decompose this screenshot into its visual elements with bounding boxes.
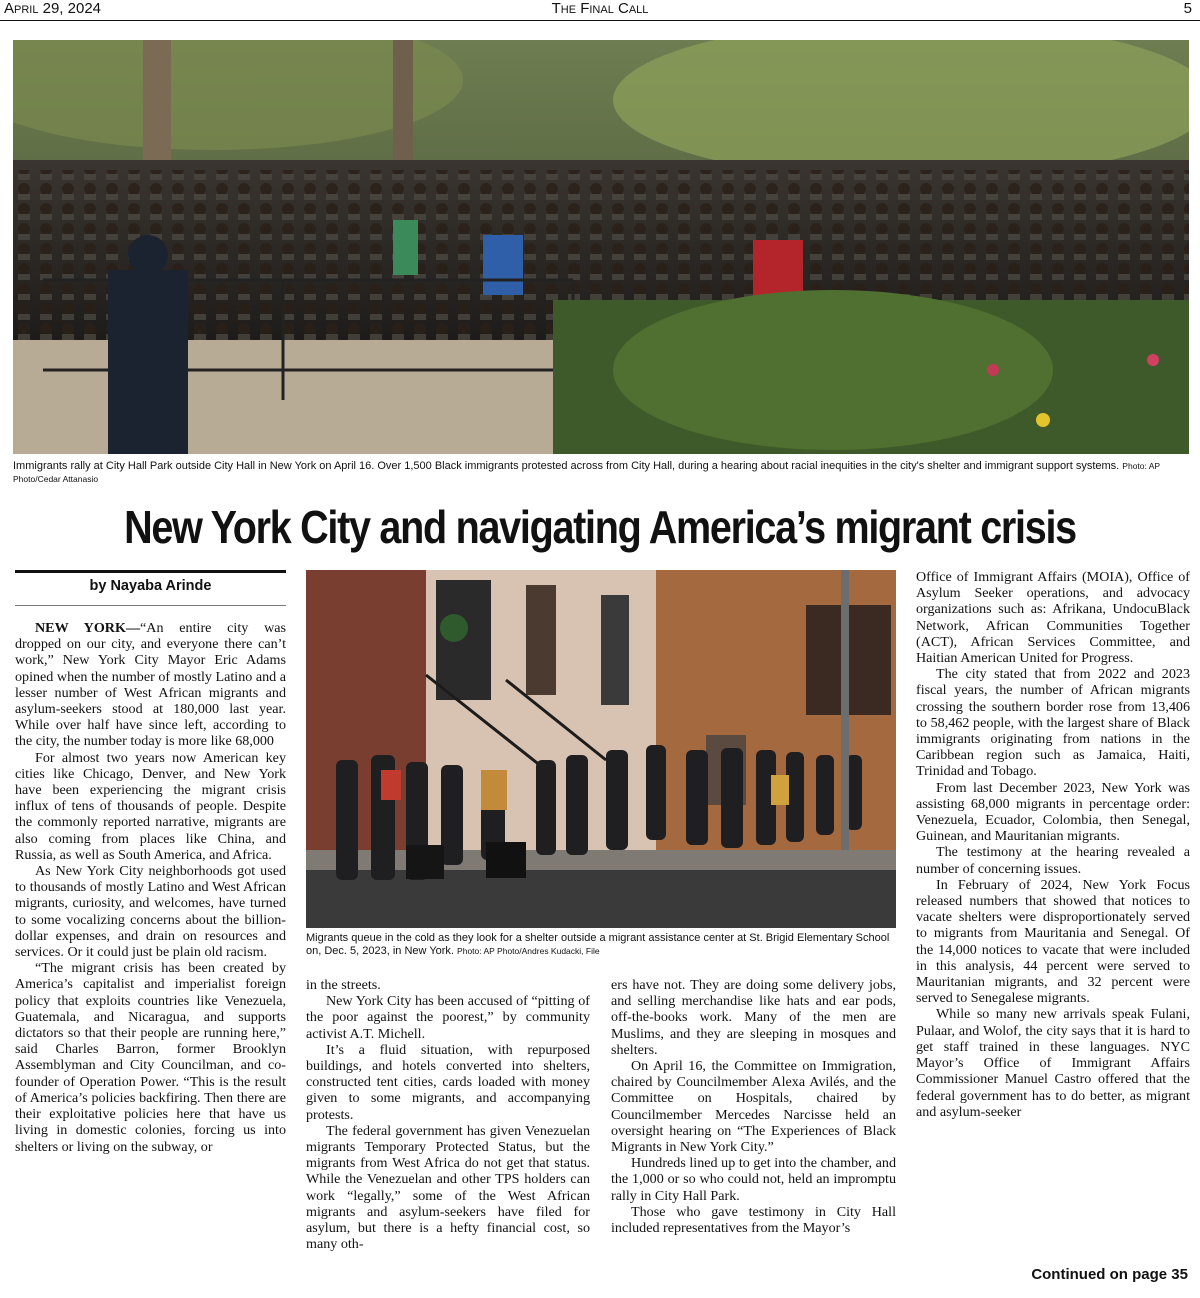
queue-photo-caption [306,932,898,958]
dateline: NEW YORK— [35,620,141,636]
byline: by Nayaba Arinde [89,578,212,594]
paragraph: It’s a fluid situation, with repurposed buildings, and hotels converted into shelters, constructed tent cities, cards loaded with money given to some migrants, and accompanying protests. [306,1041,590,1123]
page-number: 5 [1183,0,1192,17]
paragraph: On April 16, the Committee on Immigration, chaired by Councilmember Alexa Avilés, and the Committee on Hospitals, chaired by Councilmember Mercedes Narcisse held an oversight hearing on “The Experiences of Black Migrants in New York City.” [611,1058,896,1156]
photo-credit: Photo: AP Photo/Andres Kudacki, File [457,946,600,956]
paragraph: New York City has been accused of “pitting of the poor against the poorest,” by community activist A.T. Michell. [306,993,590,1042]
paragraph: Hundreds lined up to get into the chamber, and the 1,000 or so who could not, held an impromptu rally in City Hall Park. [611,1155,896,1204]
paragraph: Office of Immigrant Affairs (MOIA), Office of Asylum Seeker operations, and advocacy organizations such as: Afrikana, UndocuBlack Network, African Communities Together (ACT), African Services Committee, and Haitian American United for Progress. [916,569,1190,667]
article-headline: New York City and navigating America’s migrant crisis [124,501,1076,553]
photo-credit: Photo: AP Photo/Cedar Attanasio [13,461,1160,484]
migrant-queue-photo [306,570,896,928]
paragraph: The testimony at the hearing revealed a number of concerning issues. [916,844,1190,877]
byline-rule [15,570,286,573]
paragraph: While so many new arrivals speak Fulani, Pulaar, and Wolof, the city says that it is hard to get staff trained in these languages. NYC Mayor’s Office of Immigrant Affairs Commissioner Manuel Castro offered that the federal government has to do better, as migrant and asylum-seeker [916,1006,1190,1120]
paragraph: As New York City neighborhoods got used to thousands of mostly Latino and West African migrants, curiosity, and welcomes, have turned to some vocalizing concerns about the billion-dollar expenses, and drain on resources and services. Or it could just be plain old racism. [15,863,286,961]
rally-photo-caption [13,460,1189,486]
paragraph: Those who gave testimony in City Hall included representatives from the Mayor’s [611,1203,896,1237]
paragraph: in the streets. [306,977,381,993]
paragraph: “The migrant crisis has been created by America’s capitalist and imperialist foreign policy that exploits countries like Venezuela, Guatemala, and Nicaragua, and supports dictators so that their people are running here,” said Charles Barron, former Brooklyn Assemblyman and City Councilman, and co-founder of Operation Power. “This is the result of America’s policies backfiring. Then there are their exploitative policies here that have us living in domestic colonies, forcing us into shelters or living on the subway, or [15,960,286,1155]
paragraph: The federal government has given Venezuelan migrants Temporary Protected Status, but the migrants from West Africa do not get that status. While the Venezuelan and other TPS holders can work “legally,” some of the West African migrants and asylum-seekers have filed for asylum, but there is a hefty financial cost, so many oth- [306,1122,590,1253]
paragraph: ers have not. They are doing some delivery jobs, and selling merchandise like hats and ear pods, off-the-books work. Many of the men are Muslims, and they are sleeping in mosques and shelters. [611,977,896,1058]
caption-text: Migrants queue in the cold as they look for a shelter outside a migrant assistance center at St. Brigid Elementary School on, Dec. 5, 2023, in New York. [306,932,890,957]
byline-divider [15,605,286,606]
issue-date: April 29, 2024 [4,0,102,17]
paragraph: For almost two years now American key cities like Chicago, Denver, and New York have been experiencing the migrant crisis influx of tens of thousands of people. Despite the commonly reported narrative, migrants are also coming from places like China, and Russia, as well as South America, and Africa. [15,749,286,863]
page-header [0,0,1200,21]
paragraph: “An entire city was dropped on our city, and everyone there can’t work,” New York City Mayor Eric Adams opined when the number of mostly Latino and a lesser number of West African migrants and asylum-seekers stood at 180,000 last year. While over half have since left, according to the city, the number today is more like 68,000 [15,620,286,750]
caption-text: Immigrants rally at City Hall Park outside City Hall in New York on April 16. Over 1,500 Black immigrants protested across from City Hall, during a hearing about racial inequities in the city's shelter and immigrant support systems. [13,460,1120,472]
article-column-1 [15,620,286,1155]
paragraph: From last December 2023, New York was assisting 68,000 migrants in percentage order: Venezuela, Ecuador, Colombia, then Senegal, Guinean, and Mauritanian migrants. [916,779,1190,845]
article-column-3 [611,977,896,1236]
paragraph: The city stated that from 2022 and 2023 fiscal years, the number of African migrants crossing the southern border rose from 13,406 to 58,462 people, with the largest share of Black immigrants originating from nations in the Caribbean region such as Jamaica, Haiti, Trinidad and Tobago. [916,666,1190,780]
rally-photo [13,40,1189,454]
continued-notice[interactable]: Continued on page 35 [1031,1266,1188,1283]
paragraph: In February of 2024, New York Focus released numbers that showed that notices to vacate shelters were disproportionately served to migrants from Mauritania and Senegal. Of the 14,000 notices to vacate that were included in this analysis, 44 percent were served to Mauritanian migrants, and 32 percent were served to Senegalese migrants. [916,876,1190,1007]
article-column-4 [916,569,1190,1120]
article-column-2 [306,977,590,1252]
publication-name: The Final Call [551,0,649,17]
